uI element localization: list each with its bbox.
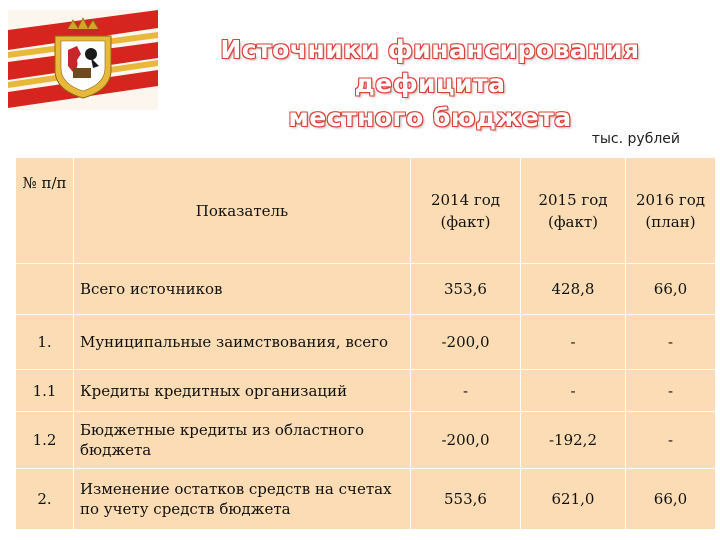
value-2016: - [626, 412, 716, 469]
value-2014: - [411, 370, 521, 412]
row-number: 1. [16, 315, 74, 370]
header-row [16, 158, 716, 264]
row-number: 2. [16, 469, 74, 530]
coat-of-arms-emblem [8, 10, 158, 110]
table-row [16, 315, 716, 370]
budget-deficit-table [15, 157, 716, 530]
value-2015: -192,2 [521, 412, 626, 469]
value-2014: 553,6 [411, 469, 521, 530]
table-row [16, 264, 716, 315]
units-label: тыс. рублей [591, 131, 680, 147]
row-indicator: Всего источников [74, 264, 411, 315]
row-number: 1.2 [16, 412, 74, 469]
table-row [16, 412, 716, 469]
row-indicator: Муниципальные заимствования, всего [74, 315, 411, 370]
col-header-2014: 2014 год (факт) [411, 158, 521, 264]
row-indicator: Изменение остатков средств на счетах по учету средств бюджета [74, 469, 411, 530]
row-number: 1.1 [16, 370, 74, 412]
value-2014: 353,6 [411, 264, 521, 315]
table-row [16, 370, 716, 412]
col-header-2016: 2016 год (план) [626, 158, 716, 264]
value-2016: - [626, 315, 716, 370]
page-title [160, 33, 700, 135]
value-2015: 428,8 [521, 264, 626, 315]
col-header-number: № п/п [16, 158, 74, 264]
value-2016: 66,0 [626, 469, 716, 530]
value-2016: 66,0 [626, 264, 716, 315]
value-2015: - [521, 370, 626, 412]
title-line-1: Источники финансирования дефицита [220, 35, 640, 98]
value-2015: - [521, 315, 626, 370]
col-header-indicator: Показатель [74, 158, 411, 264]
row-indicator: Кредиты кредитных организаций [74, 370, 411, 412]
col-header-2015: 2015 год (факт) [521, 158, 626, 264]
value-2016: - [626, 370, 716, 412]
value-2014: -200,0 [411, 315, 521, 370]
value-2014: -200,0 [411, 412, 521, 469]
value-2015: 621,0 [521, 469, 626, 530]
row-number [16, 264, 74, 315]
table-row [16, 469, 716, 530]
title-line-2: местного бюджета [288, 103, 572, 132]
row-indicator: Бюджетные кредиты из областного бюджета [74, 412, 411, 469]
